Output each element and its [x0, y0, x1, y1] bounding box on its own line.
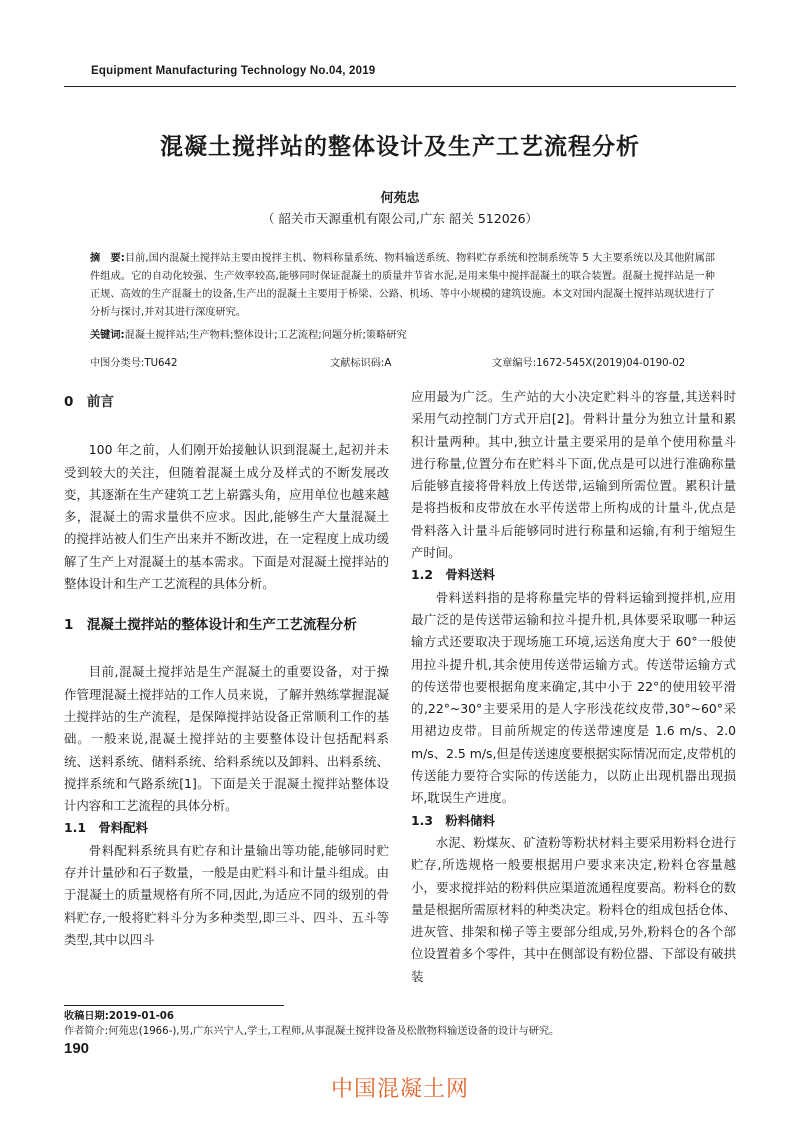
document-code: 文献标识码:A: [330, 358, 392, 369]
keywords-label: 关键词:: [90, 330, 125, 341]
paragraph-1-1: 骨料配料系统具有贮存和计量输出等功能,能够同时贮存并计量砂和石子数量，一般是由贮料斗和计量斗组成。由于混凝土的质量规格有所不同,因此,为适应不同的级别的骨料贮存,一般将贮料斗分为多种类型,即三斗、四斗、五斗等类型,其中以四斗: [64, 842, 389, 947]
right-column: [411, 386, 736, 988]
section-heading-1: 1 混凝土搅拌站的整体设计和生产工艺流程分析: [64, 617, 357, 634]
footnote-rule: [64, 1005, 284, 1006]
left-column: [64, 391, 389, 951]
paper-title: 混凝土搅拌站的整体设计及生产工艺流程分析: [160, 134, 640, 160]
paragraph-1: 目前,混凝土搅拌站是生产混凝土的重要设备，对于操作管理混凝土搅拌站的工作人员来说，了解并熟练掌握混凝土搅拌站的生产流程，是保障搅拌站设备正常顺利工作的基础。一般来说,混凝土搅拌站的主要整体设计包括配料系统、送料系统、储料系统、给料系统以及卸料、出料系统、搅拌系统和气路系统[1]。下面是关于混凝土搅拌站整体设计内容和工艺流程的具体分析。: [64, 664, 389, 814]
paragraph-1-1-cont: 应用最为广泛。生产站的大小决定贮料斗的容量,其送料时采用气动控制门方式开启[2]。骨料计量分为独立计量和累积计量两种。其中,独立计量主要采用的是单个使用称量斗进行称量,位置分布在贮料斗下面,优点是可以进行准确称量后能够直接将骨料放上传送带,运输到所需位置。累积计量是将挡板和皮带放在水平传送带上所构成的计量斗,优点是骨料落入计量斗后能够同时进行称量和运输,有利于缩短生产时间。: [411, 389, 736, 561]
keywords: [90, 327, 715, 345]
abstract-text: 目前,国内混凝土搅拌站主要由搅拌主机、物料称量系统、物料输送系统、物料贮存系统和控制系统等 5 大主要系统以及其他附属部件组成。它的自动化较强、生产效率较高,能够同时保证混凝土的质量并节省水泥,是用来集中搅拌混凝土的联合装置。混凝土搅拌站是一种正规、高效的生产混凝土的设备,生产出的混凝土主要用于桥梁、公路、机场、等中小规模的建筑设施。本文对国内混凝土搅拌站现状进行了分析与探讨,并对其进行深度研究。: [90, 253, 715, 318]
paragraph-1-2: 骨料送料指的是将称量完毕的骨料运输到搅拌机,应用最广泛的是传送带运输和拉斗提升机,具体要采取哪一种运输方式还要取决于现场施工环境,运送角度大于 60°一般使用拉斗提升机,其余使用传送带运输方式。传送带运输方式的传送带也要根据角度来确定,其中小于 22°的使用较平滑的,22°~30°主要采用的是人字形浅花纹皮带,30°~60°采用裙边皮带。目前所规定的传送带速度是 1.6 m/s、2.0 m/s、2.5 m/s,但是传送速度要根据实际情况而定,皮带机的传送能力要符合实际的传送能力，以防止出现机器出现损坏,耽误生产进度。: [411, 589, 736, 806]
author-name: 何苑忠: [380, 191, 420, 206]
received-date: 收稿日期:2019-01-06: [64, 1011, 174, 1022]
paragraph-intro: 100 年之前，人们刚开始接触认识到混凝土,起初并未受到较大的关注，但随着混凝土成分及样式的不断发展改变，其逐渐在生产建筑工艺上崭露头角，应用单位也越来越多，混凝土的需求量供不应求。因此,能够生产大量混凝土的搅拌站被人们生产出来并不断改进，在一定程度上成功缓解了生产上对混凝土的基本需求。下面是对混凝土搅拌站的整体设计和生产工艺流程的具体分析。: [64, 442, 389, 592]
page-number: 190: [64, 1040, 90, 1057]
keywords-text: 混凝土搅拌站;生产物料;整体设计;工艺流程;问题分析;策略研究: [124, 330, 407, 341]
article-number: 文章编号:1672-545X(2019)04-0190-02: [492, 358, 686, 369]
abstract-label: 摘 要:: [90, 253, 125, 264]
clc-number: 中图分类号:TU642: [90, 358, 178, 369]
site-watermark: 中国混凝土网: [330, 1077, 469, 1102]
section-heading-intro: 0 前言: [64, 394, 114, 410]
section-heading-1-1: 1.1 骨料配料: [64, 820, 148, 836]
author-affiliation: （ 韶关市天源重机有限公司,广东 韶关 512026）: [261, 211, 539, 226]
author-bio: 作者简介:何苑忠(1966-),男,广东兴宁人,学士,工程师,从事混凝土搅拌设备及松散物料输送设备的设计与研究。: [64, 1026, 560, 1037]
abstract: [90, 250, 715, 322]
section-heading-1-3: 1.3 粉料储料: [411, 812, 495, 828]
section-heading-1-2: 1.2 骨料送料: [411, 567, 495, 583]
paragraph-1-3: 水泥、粉煤灰、矿渣粉等粉状材料主要采用粉料仓进行贮存,所选规格一般要根据用户要求来决定,粉料仓容量越小，要求搅拌站的粉料供应渠道流通程度要高。粉料仓的数量是根据所需原材料的种类决定。粉料仓的组成包括仓体、进灰管、排架和梯子等主要部分组成,另外,粉料仓的各个部位设置着多个零件，其中在侧部设有粉位器、下部设有破拱装: [411, 834, 736, 984]
journal-header: Equipment Manufacturing Technology No.04, 2019: [91, 65, 376, 77]
header-rule: [64, 86, 736, 87]
